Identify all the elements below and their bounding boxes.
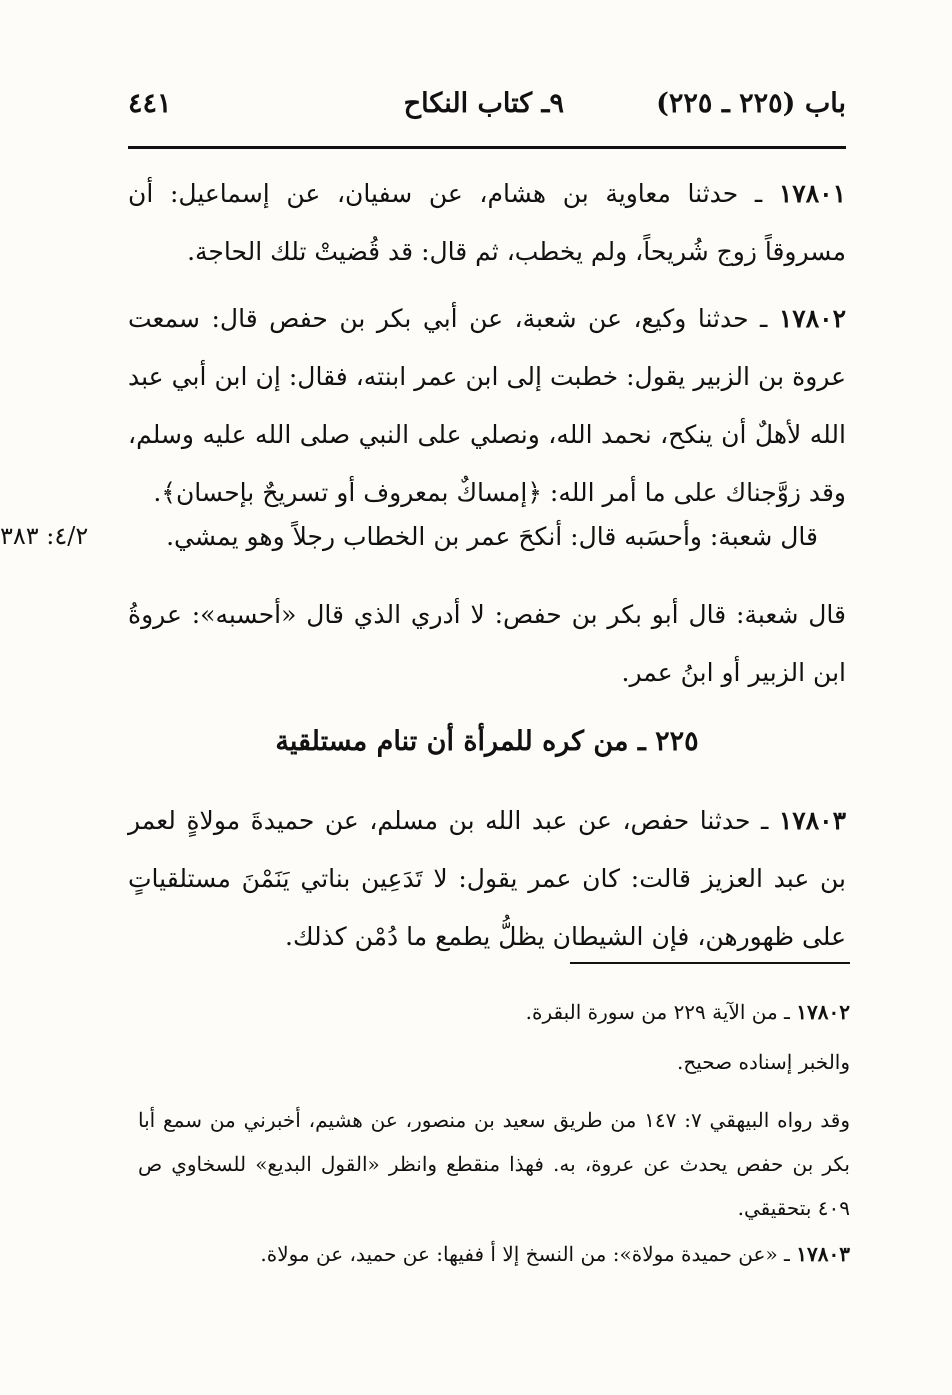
- footnote-text: ـ من الآية ٢٢٩ من سورة البقرة.: [525, 1000, 797, 1024]
- footnote-rule: [570, 962, 850, 964]
- running-header: [128, 84, 846, 128]
- hadith-17803: [128, 792, 846, 966]
- hadith-number: ١٧٨٠١: [778, 179, 846, 208]
- footnote-number: ١٧٨٠٢: [796, 1000, 850, 1024]
- chapter-reference: باب (٢٢٥ ـ ٢٢٥): [656, 88, 846, 119]
- hadith-text: ـ حدثنا حفص، عن عبد الله بن مسلم، عن حميدةَ مولاةٍ لعمر بن عبد العزيز قالت: كان عمر يقول: لا تَدَعِين بناتي يَنَمْنَ مستلقياتٍ على ظهورهن، فإن الشيطان يظلُّ يطمع ما دُمْن كذلك.: [128, 806, 846, 951]
- footnote-text: ـ «عن حميدة مولاة»: من النسخ إلا أ ففيها: عن حميد، عن مولاة.: [260, 1242, 797, 1266]
- hadith-number: ١٧٨٠٢: [778, 304, 846, 333]
- footnote-3: وقد رواه البيهقي ٧: ١٤٧ من طريق سعيد بن منصور، عن هشيم، أخبرني من سمع أبا بكر بن حفص يحدث عن عروة، به. فهذا منقطع وانظر «القول البديع» للسخاوي ص ٤٠٩ بتحقيقي.: [138, 1108, 850, 1220]
- shuba-note-2: قال شعبة: قال أبو بكر بن حفص: لا أدري الذي قال «أحسبه»: عروةُ ابن الزبير أو ابنُ عمر.: [128, 600, 846, 687]
- footnote-1: [138, 990, 850, 1034]
- footnote-2: والخبر إسناده صحيح.: [676, 1050, 850, 1074]
- side-reference: ٤/٢: ٣٨٣: [0, 522, 89, 550]
- footnote-4: [138, 1232, 850, 1276]
- footnote-number: ١٧٨٠٣: [796, 1242, 850, 1266]
- hadith-17801: [128, 165, 846, 281]
- page-number: ٤٤١: [128, 88, 172, 119]
- book-title: ٩ـ كتاب النكاح: [403, 88, 564, 119]
- hadith-text: ـ حدثنا وكيع، عن شعبة، عن أبي بكر بن حفص قال: سمعت عروة بن الزبير يقول: خطبت إلى ابن عمر ابنته، فقال: إن ابن أبي عبد الله لأهلٌ أن ينكح، نحمد الله، ونصلي على النبي صلى الله عليه وسلم، وقد زوَّجناك على ما أمر الله: ﴿إمساكٌ بمعروف أو تسريحٌ بإحسان﴾.: [128, 304, 846, 507]
- hadith-number: ١٧٨٠٣: [778, 806, 846, 835]
- hadith-text: ـ حدثنا معاوية بن هشام، عن سفيان، عن إسماعيل: أن مسروقاً زوج شُريحاً، ولم يخطب، ثم قال: قد قُضيتْ تلك الحاجة.: [128, 179, 846, 266]
- section-title: ٢٢٥ ـ من كره للمرأة أن تنام مستلقية: [275, 726, 699, 757]
- shuba-note-1: قال شعبة: وأحسَبه قال: أنكحَ عمر بن الخطاب رجلاً وهو يمشي.: [166, 522, 818, 551]
- hadith-17802: [128, 290, 846, 522]
- header-rule: [128, 146, 846, 149]
